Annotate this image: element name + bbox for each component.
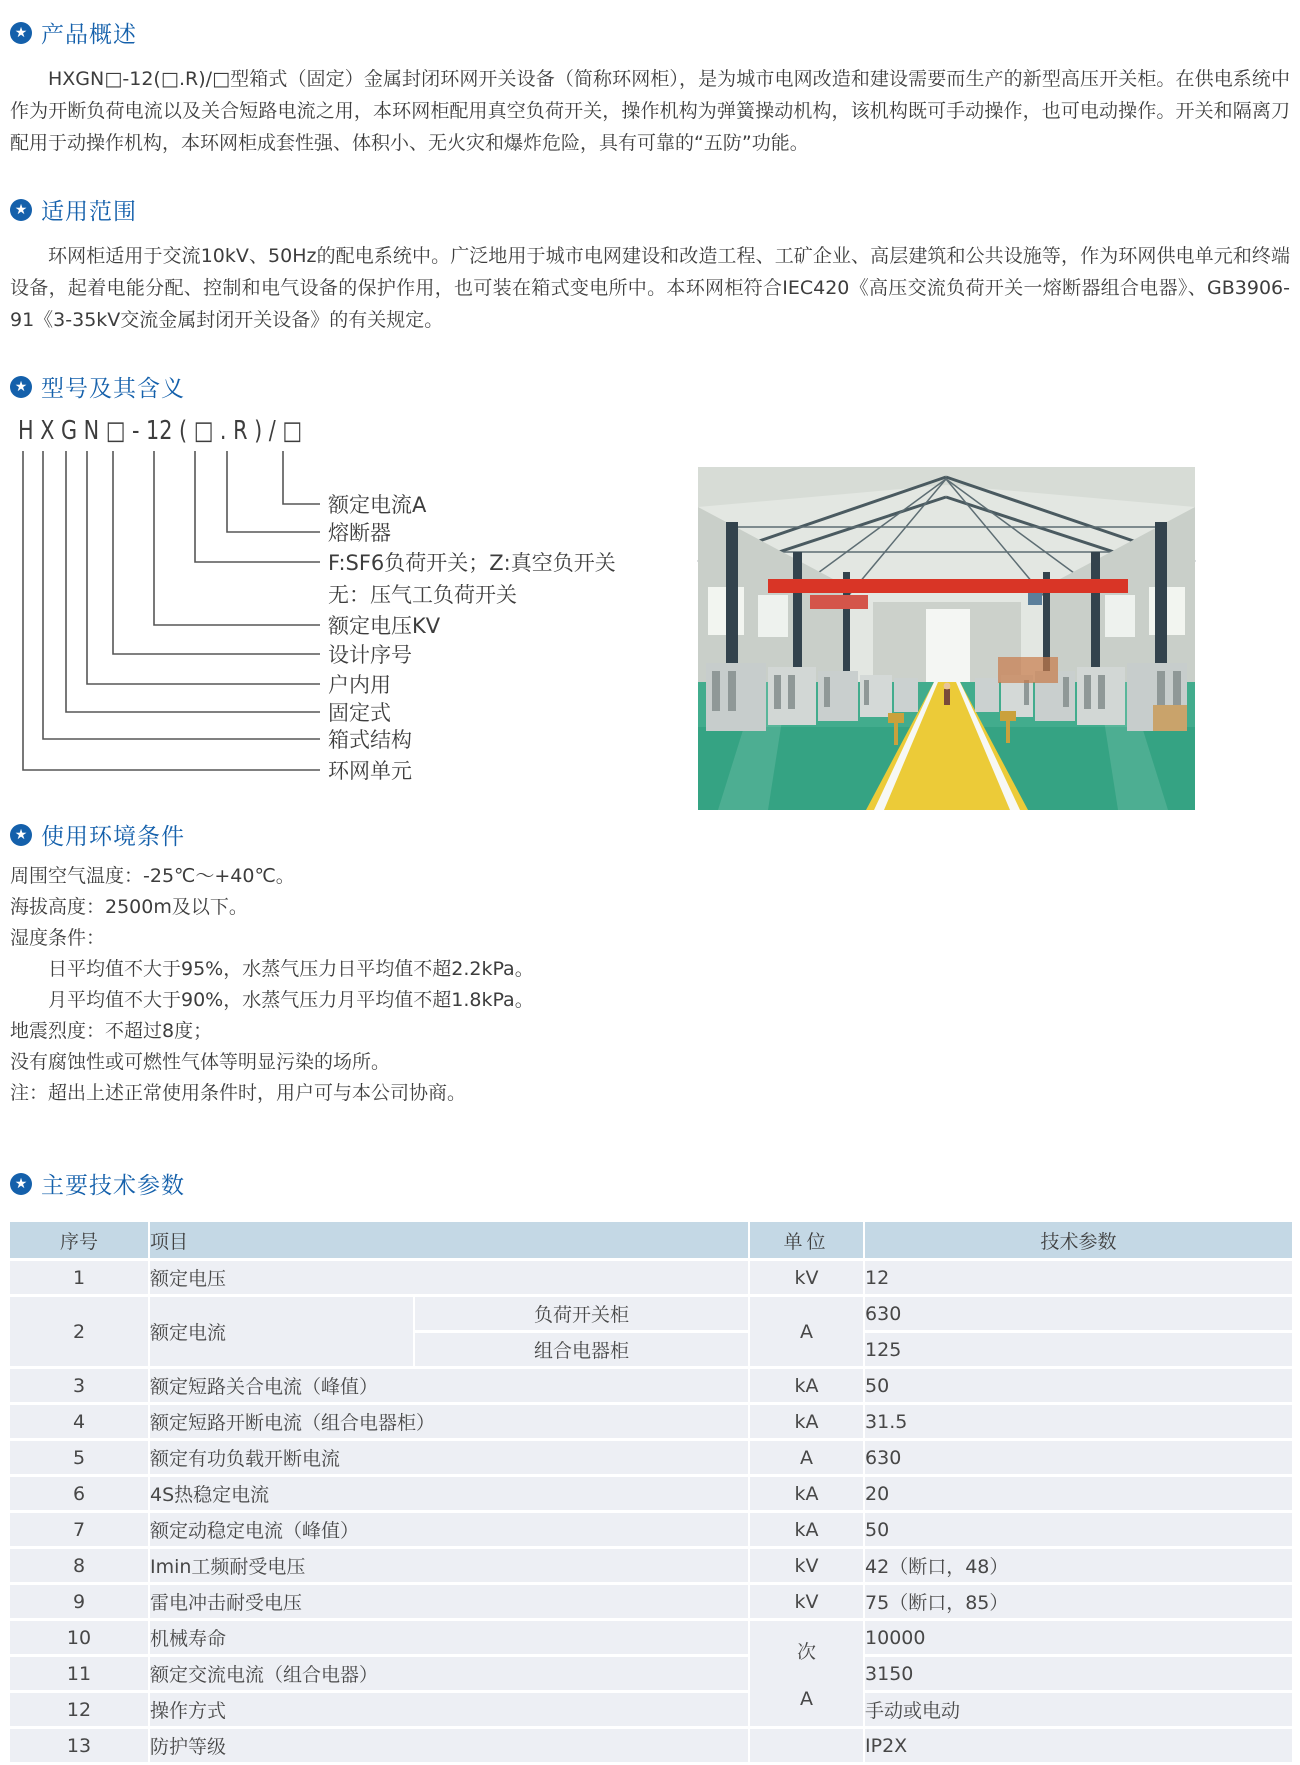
param-no: 3 bbox=[10, 1369, 150, 1405]
model-label: 固定式 bbox=[328, 701, 391, 725]
star-icon: ★ bbox=[10, 376, 32, 398]
param-no: 11 bbox=[10, 1657, 150, 1693]
param-no: 6 bbox=[10, 1477, 150, 1513]
section-model-heading bbox=[10, 370, 1292, 403]
model-code: H X G N □ - 12 ( □ . R ) / □ bbox=[18, 416, 302, 446]
section-scope-heading bbox=[10, 193, 1292, 226]
param-no: 7 bbox=[10, 1513, 150, 1549]
model-label: 额定电流A bbox=[328, 493, 427, 517]
section-title: 产品概述 bbox=[41, 22, 137, 48]
param-unit: A bbox=[750, 1441, 865, 1477]
table-row bbox=[10, 1405, 1292, 1441]
param-no: 8 bbox=[10, 1549, 150, 1585]
table-row bbox=[10, 1549, 1292, 1585]
param-item: 额定短路开断电流（组合电器柜） bbox=[150, 1405, 750, 1441]
section-title: 型号及其含义 bbox=[41, 376, 185, 402]
section-parameters bbox=[10, 1167, 1292, 1765]
param-value: 50 bbox=[865, 1369, 1292, 1405]
table-row bbox=[10, 1297, 1292, 1333]
param-value: 31.5 bbox=[865, 1405, 1292, 1441]
section-title: 主要技术参数 bbox=[41, 1173, 185, 1199]
section-title: 使用环境条件 bbox=[41, 824, 185, 850]
param-item: 额定电流 bbox=[150, 1297, 415, 1369]
param-item: 机械寿命 bbox=[150, 1621, 750, 1657]
factory-photo bbox=[698, 467, 1195, 810]
star-icon: ★ bbox=[10, 199, 32, 221]
model-label: 环网单元 bbox=[328, 759, 412, 783]
env-line: 湿度条件： bbox=[10, 927, 106, 949]
param-no: 1 bbox=[10, 1261, 150, 1297]
param-no: 10 bbox=[10, 1621, 150, 1657]
model-label: 熔断器 bbox=[328, 521, 391, 545]
environment-conditions-list bbox=[10, 861, 1292, 1109]
header-item: 项目 bbox=[150, 1222, 750, 1261]
param-item: 额定电压 bbox=[150, 1261, 750, 1297]
connector-lines bbox=[23, 451, 320, 770]
param-no: 12 bbox=[10, 1693, 150, 1729]
section-overview-heading bbox=[10, 16, 1292, 49]
header-value: 技术参数 bbox=[865, 1222, 1292, 1261]
model-labels bbox=[328, 493, 616, 783]
param-value: 50 bbox=[865, 1513, 1292, 1549]
param-item: 额定交流电流（组合电器） bbox=[150, 1657, 750, 1693]
header-unit: 单位 bbox=[750, 1222, 865, 1261]
param-unit: kA bbox=[750, 1477, 865, 1513]
param-item: Imin工频耐受电压 bbox=[150, 1549, 750, 1585]
table-row bbox=[10, 1693, 1292, 1729]
star-icon: ★ bbox=[10, 824, 32, 846]
param-value: 手动或电动 bbox=[865, 1693, 1292, 1729]
env-line: 注：超出上述正常使用条件时，用户可与本公司协商。 bbox=[10, 1082, 467, 1104]
param-unit: kA bbox=[750, 1369, 865, 1405]
section-parameters-heading bbox=[10, 1167, 1292, 1200]
param-no: 9 bbox=[10, 1585, 150, 1621]
scope-paragraph: 环网柜适用于交流10kV、50Hz的配电系统中。广泛地用于城市电网建设和改造工程、工矿企业、高层建筑和公共设施等，作为环网供电单元和终端设备，起着电能分配、控制和电气设备的保护作用，也可装在箱式变电所中。本环网柜符合IEC420《高压交流负荷开关一熔断器组合电器》、GB3906-91《3-35kV交流金属封闭开关设备》的有关规定。 bbox=[10, 245, 1290, 331]
env-line: 海拔高度：2500m及以下。 bbox=[10, 896, 248, 918]
param-value: 75（断口，85） bbox=[865, 1585, 1292, 1621]
param-item: 4S热稳定电流 bbox=[150, 1477, 750, 1513]
model-diagram-row bbox=[10, 409, 1292, 810]
table-row bbox=[10, 1657, 1292, 1693]
param-no: 4 bbox=[10, 1405, 150, 1441]
param-value: 630 bbox=[865, 1441, 1292, 1477]
person-figure bbox=[944, 683, 951, 705]
model-label: 额定电压KV bbox=[328, 614, 441, 638]
param-subitem: 负荷开关柜 bbox=[415, 1297, 750, 1333]
param-no: 2 bbox=[10, 1297, 150, 1369]
section-overview bbox=[10, 16, 1292, 159]
table-header-row bbox=[10, 1222, 1292, 1261]
param-value: 125 bbox=[865, 1333, 1292, 1369]
star-icon: ★ bbox=[10, 1173, 32, 1195]
parameters-table bbox=[10, 1222, 1292, 1765]
param-unit: kV bbox=[750, 1585, 865, 1621]
model-code-diagram bbox=[10, 409, 670, 787]
param-value: 12 bbox=[865, 1261, 1292, 1297]
section-model bbox=[10, 370, 1292, 810]
table-row bbox=[10, 1441, 1292, 1477]
param-value: 3150 bbox=[865, 1657, 1292, 1693]
env-line: 没有腐蚀性或可燃性气体等明显污染的场所。 bbox=[10, 1051, 391, 1073]
param-item: 额定短路关合电流（峰值） bbox=[150, 1369, 750, 1405]
env-line: 月平均值不大于90%，水蒸气压力月平均值不超1.8kPa。 bbox=[48, 989, 534, 1011]
param-no: 5 bbox=[10, 1441, 150, 1477]
star-icon: ★ bbox=[10, 22, 32, 44]
overview-paragraph: HXGN□-12(□.R)/□型箱式（固定）金属封闭环网开关设备（简称环网柜），是为城市电网改造和建设需要而生产的新型高压开关柜。在供电系统中作为开断负荷电流以及关合短路电流之用，本环网柜配用真空负荷开关，操作机构为弹簧操动机构，该机构既可手动操作，也可电动操作。开关和隔离刀配用于动操作机构，本环网柜成套性强、体积小、无火灾和爆炸危险，具有可靠的“五防”功能。 bbox=[10, 68, 1290, 154]
model-label: F:SF6负荷开关；Z:真空负开关 bbox=[328, 551, 616, 575]
param-no: 13 bbox=[10, 1729, 150, 1765]
param-unit: 次 A bbox=[750, 1621, 865, 1729]
param-item: 额定动稳定电流（峰值） bbox=[150, 1513, 750, 1549]
param-value: 630 bbox=[865, 1297, 1292, 1333]
param-unit bbox=[750, 1729, 865, 1765]
param-item: 雷电冲击耐受电压 bbox=[150, 1585, 750, 1621]
env-line: 地震烈度：不超过8度； bbox=[10, 1020, 213, 1042]
model-label: 箱式结构 bbox=[328, 728, 412, 752]
param-unit: kA bbox=[750, 1513, 865, 1549]
table-row bbox=[10, 1585, 1292, 1621]
param-unit: kV bbox=[750, 1261, 865, 1297]
env-line: 周围空气温度：-25℃～+40℃。 bbox=[10, 865, 295, 887]
env-line: 日平均值不大于95%，水蒸气压力日平均值不超2.2kPa。 bbox=[48, 958, 534, 980]
param-value: 42（断口，48） bbox=[865, 1549, 1292, 1585]
model-label: 设计序号 bbox=[328, 643, 412, 667]
table-row bbox=[10, 1261, 1292, 1297]
header-no: 序号 bbox=[10, 1222, 150, 1261]
table-row bbox=[10, 1729, 1292, 1765]
param-unit: kA bbox=[750, 1405, 865, 1441]
section-environment bbox=[10, 818, 1292, 1109]
param-value: 10000 bbox=[865, 1621, 1292, 1657]
table-row bbox=[10, 1477, 1292, 1513]
param-unit: A bbox=[750, 1297, 865, 1369]
model-label: 户内用 bbox=[328, 673, 391, 697]
param-value: IP2X bbox=[865, 1729, 1292, 1765]
param-item: 操作方式 bbox=[150, 1693, 750, 1729]
section-scope bbox=[10, 193, 1292, 336]
section-environment-heading bbox=[10, 818, 1292, 851]
table-row bbox=[10, 1369, 1292, 1405]
param-value: 20 bbox=[865, 1477, 1292, 1513]
section-title: 适用范围 bbox=[41, 199, 137, 225]
param-item: 防护等级 bbox=[150, 1729, 750, 1765]
parameters-table-wrap bbox=[10, 1222, 1292, 1765]
param-item: 额定有功负载开断电流 bbox=[150, 1441, 750, 1477]
param-unit: kV bbox=[750, 1549, 865, 1585]
table-row bbox=[10, 1621, 1292, 1657]
table-row bbox=[10, 1513, 1292, 1549]
model-label: 无：压气工负荷开关 bbox=[328, 583, 517, 607]
param-subitem: 组合电器柜 bbox=[415, 1333, 750, 1369]
